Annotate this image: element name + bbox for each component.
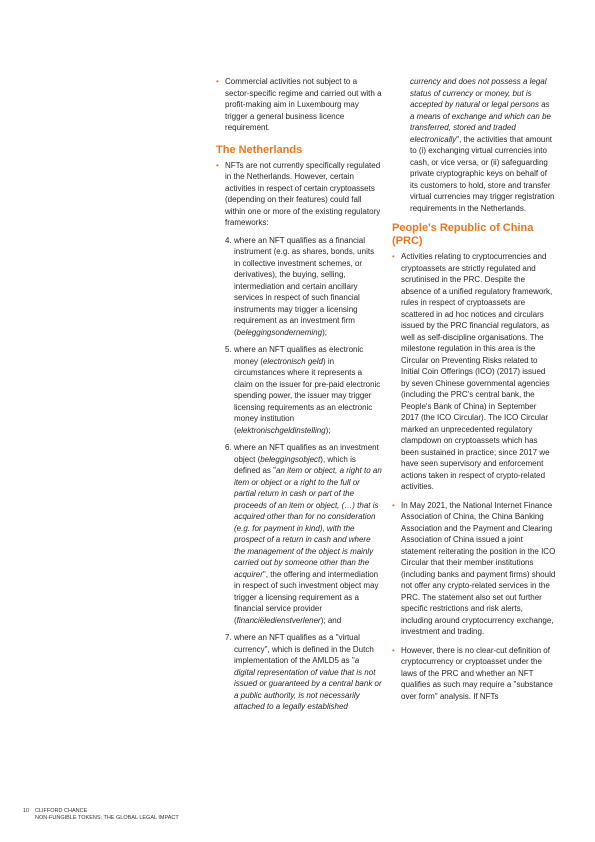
page-number: 10 xyxy=(23,808,30,814)
footer-brand: CLIFFORD CHANCE xyxy=(35,808,88,814)
heading-prc: People's Republic of China (PRC) xyxy=(392,222,534,247)
page-footer xyxy=(23,808,179,822)
right-column xyxy=(392,76,556,702)
bullet-prc-definition: • However, there is no clear-cut definition of cryptocurrency or cryptoasset under the laws of the PRC and whether an NFT qualifies as such may require a "substance over form" analysis. If NFTs xyxy=(392,645,556,703)
bullet-prc-regulation: • Activities relating to cryptocurrencies and cryptoassets are strictly regulated and scrutinised in the PRC. Despite the absence of a unified regulatory framework, rules in respect of cryptoassets are scattered in ad hoc notices and circulars issued by the PRC financial regulators, as well as self-discipline organisations. The milestone regulation in this area is the Circular on Preventing Risks related to Initial Coin Offerings (ICO) (2017) issued by seven Chinese governmental agencies (including the PRC's central bank, the People's Bank of China) in September 2017 (the ICO Circular). The ICO Circular marked an unprecedented regulatory clampdown on cryptoassets which has been sustained in practice; since 2017 we have seen supervisory and enforcement actions taken in respect of crypto-related activities. xyxy=(392,251,556,493)
list-item-6: 6. where an NFT qualifies as an investment object (beleggingsobject), which is defined as "an item or object, a right to an item or object or a right to the full or partial return in cash or part of the proceeds of an item or object, (…) that is acquired other than for no consideration (e.g. for payment in kind), with the prospect of a return in cash and where the management of the object is mainly carried out by someone other than the acquirer", the offering and intermediation in respect of such investment object may trigger a licensing requirement as a financial service provider (financiëledienstverlener); and xyxy=(225,443,382,625)
bullet-prc-may-2021: • In May 2021, the National Internet Finance Association of China, the China Banking Association and the Payment and Clearing Association of China issued a joint statement reiterating the position in the ICO Circular that their member institutions (including banks and payment firms) should not offer any crypto-related services in the PRC. The statement also set out further specific restrictions and risk alerts, including around cryptocurrency exchange, investment and trading. xyxy=(392,500,556,638)
heading-netherlands: The Netherlands xyxy=(216,143,303,156)
left-column xyxy=(216,76,382,713)
bullet-netherlands-intro: • NFTs are not currently specifically regulated in the Netherlands. However, certain activities in respect of certain cryptoassets (depending on their features) could fall within one or more of the existing regulatory frameworks: xyxy=(216,160,382,229)
list-item-5: 5. where an NFT qualifies as electronic money (electronisch geld) in circumstances where it represents a claim on the issuer for pre-paid electronic spending power, the issuer may trigger licensing requirements as an electronic money institution (elektronischgeldinstelling); xyxy=(225,345,381,435)
bullet-luxembourg-commercial: • Commercial activities not subject to a sector-specific regime and carried out with a profit-making aim in Luxembourg may trigger a general business licence requirement. xyxy=(216,76,382,134)
footer-subtitle: NON-FUNGIBLE TOKENS: THE GLOBAL LEGAL IMPACT xyxy=(35,815,179,821)
list-item-7-continued: currency and does not possess a legal status of currency or money, but is accepted by natural or legal persons as a means of exchange and which can be transferred, stored and traded electronically", the activities that amount to (i) exchanging virtual currencies into cash, or vice versa, or (ii) safeguarding private cryptographic keys on behalf of its customers to hold, store and transfer virtual currencies may trigger registration requirements in the Netherlands. xyxy=(410,77,555,213)
list-item-7: 7. where an NFT qualifies as a "virtual currency", which is defined in the Dutch implementation of the AMLD5 as "a digital representation of value that is not issued or guaranteed by a central bank or a public authority, is not necessarily attached to a legally established xyxy=(225,633,382,711)
list-item-4: 4. where an NFT qualifies as a financial instrument (e.g. as shares, bonds, units in collective investment schemes, or derivatives), the buying, selling, intermediation and certain ancillary services in respect of such financial instruments may trigger a licensing requirement as an investment firm (beleggingsonderneming); xyxy=(225,235,375,337)
